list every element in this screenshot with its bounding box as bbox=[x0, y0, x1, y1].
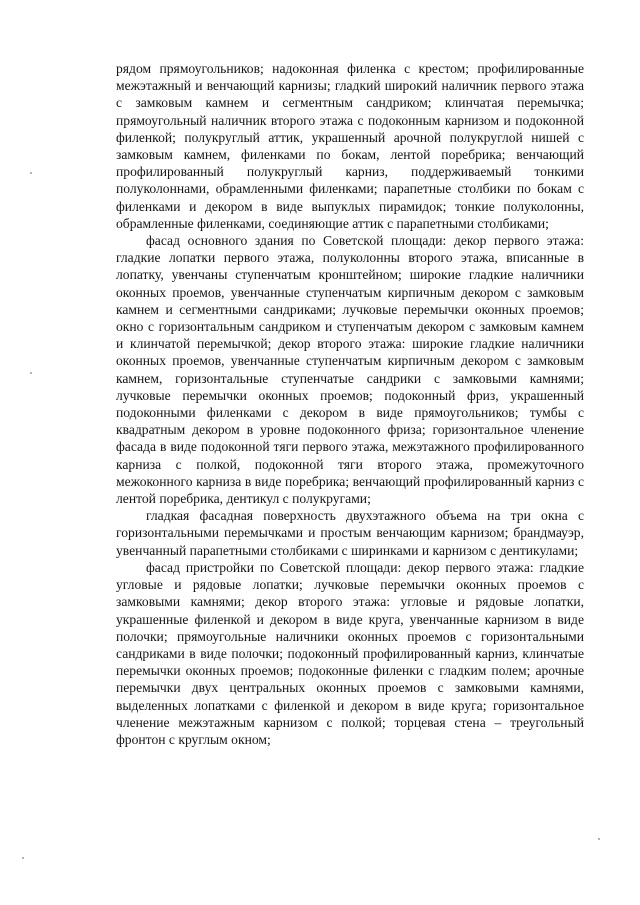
paragraph-4: фасад пристройки по Советской площади: декор первого этажа: гладкие угловые и рядовые лопатки; лучковые перемычки оконных проемов с замковыми камнями; декор второго этажа: угловые и рядовые лопатки, украшенные филенкой и декором в виде круга, увенчанные карнизом в виде полочки; прямоугольные наличники оконных проемов с горизонтальными сандриками в виде полочки; подоконный профилированный карниз, клинчатые перемычки оконных проемов; подоконные филенки с гладким полем; арочные перемычки двух центральных оконных проемов с замковыми камнями, выделенных лопатками с филенкой и декором в виде круга; горизонтальное членение межэтажным карнизом с полкой; торцевая стена – треугольный фронтон с круглым окном; bbox=[116, 559, 584, 747]
scan-speck bbox=[22, 857, 24, 859]
document-body bbox=[116, 60, 584, 748]
scan-speck bbox=[598, 838, 600, 840]
paragraph-2: фасад основного здания по Советской площади: декор первого этажа: гладкие лопатки первого этажа, полуколонны второго этажа, вписанные в лопатку, увенчаны ступенчатым кронштейном; широкие гладкие наличники оконных проемов, увенчанные ступенчатым кирпичным декором с замковым камнем и сегментными сандриками; лучковые перемычки оконных проемов; окно с горизонтальным сандриком и ступенчатым декором с замковым камнем и клинчатой перемычкой; декор второго этажа: широкие гладкие наличники оконных проемов, увенчанные ступенчатым кирпичным декором с замковым камнем, горизонтальные ступенчатые сандрики с замковыми камнями; лучковые перемычки оконных проемов; подоконный фриз, украшенный подоконными филенками с декором в виде прямоугольников; тумбы с квадратным декором в уровне подоконного фриза; горизонтальное членение фасада в виде подоконной тяги первого этажа, межэтажного профилированного карниза с полкой, подоконной тяги второго этажа, промежуточного межоконного карниза в виде поребрика; венчающий профилированный карниз с лентой поребрика, дентикул с полукругами; bbox=[116, 233, 584, 507]
scan-speck bbox=[30, 172, 32, 174]
paragraph-1: рядом прямоугольников; надоконная филенка с крестом; профилированные межэтажный и венчающий карнизы; гладкий широкий наличник первого этажа с замковым камнем и сегментным сандриком; клинчатая перемычка; прямоугольный наличник второго этажа с подоконным карнизом и подоконной филенкой; полукруглый аттик, украшенный арочной полукруглой нишей с замковым камнем, филенками по бокам, лентой поребрика; венчающий профилированный полукруглый карниз, поддерживаемый тонкими полуколоннами, обрамленными филенками; парапетные столбики по бокам с филенками и декором в виде выпуклых пирамидок; тонкие полуколонны, обрамленные филенками, соединяющие аттик с парапетными столбиками; bbox=[116, 61, 584, 231]
scan-speck bbox=[30, 372, 32, 374]
paragraph-3: гладкая фасадная поверхность двухэтажного объема на три окна с горизонтальными перемычками и простым венчающим карнизом; брандмауэр, увенчанный парапетными столбиками с ширинками и карнизом с дентикулами; bbox=[116, 508, 584, 558]
